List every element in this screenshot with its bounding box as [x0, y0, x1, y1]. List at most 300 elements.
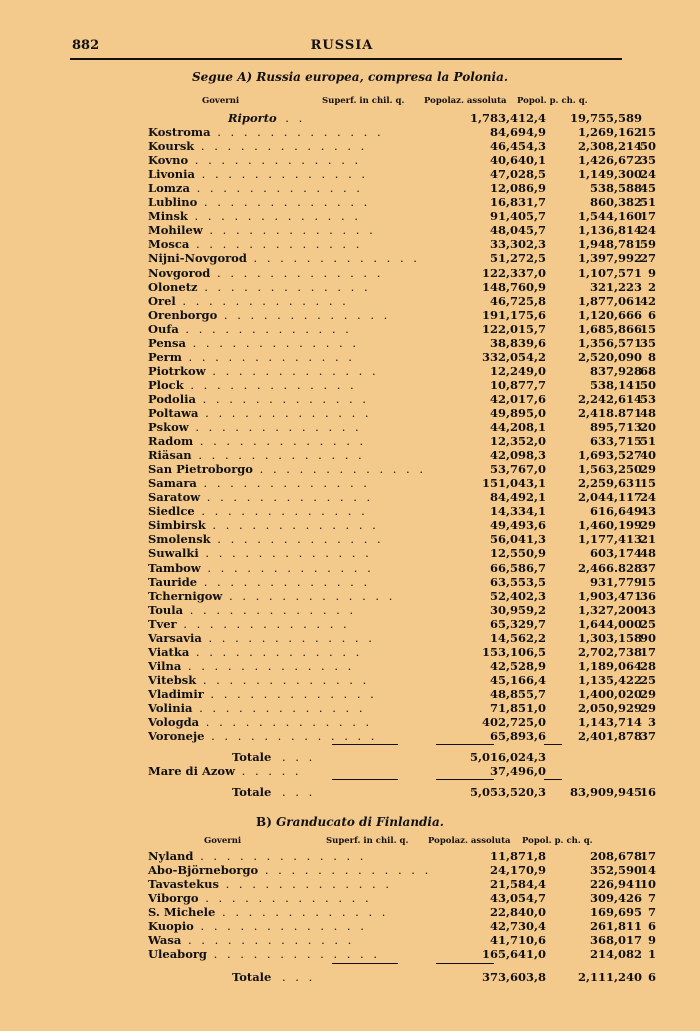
table-row — [148, 307, 656, 322]
table-row — [148, 363, 656, 378]
b-totale-leader: . . . — [282, 970, 316, 984]
popolazione-cell: 1,877,061 — [577, 293, 642, 308]
governo-name: Tambow . . . . . . . . . . . . . — [148, 560, 374, 575]
popolazione-cell: 2,259,631 — [577, 476, 642, 491]
table-row — [148, 167, 656, 182]
densita-cell: 35 — [639, 153, 656, 168]
densita-cell: 90 — [639, 630, 656, 645]
densita-cell: 43 — [639, 504, 656, 519]
table-row — [148, 518, 656, 533]
densita-cell: 27 — [639, 251, 656, 266]
densita-cell: 15 — [639, 574, 656, 589]
table-row — [148, 532, 656, 547]
table-row — [148, 630, 656, 645]
popolazione-cell: 603,174 — [589, 546, 642, 561]
governo-name: Pensa . . . . . . . . . . . . . — [148, 335, 359, 350]
popolazione-cell: 1,143,714 — [577, 715, 642, 730]
section-b-heading: Granducato di Finlandia. — [276, 815, 444, 829]
popolazione-cell: 368,017 — [589, 933, 642, 948]
superficie-cell: 12,249,0 — [489, 363, 546, 378]
superficie-cell: 151,043,1 — [481, 476, 546, 491]
col-header-superficie-b: Superf. in chil. q. — [326, 836, 409, 846]
popolazione-cell: 1,135,422 — [577, 672, 642, 687]
governo-name: Tavastekus . . . . . . . . . . . . . — [148, 877, 392, 892]
densita-cell: 7 — [647, 891, 656, 906]
col-header-popolazione: Popolaz. assoluta — [424, 96, 507, 106]
mare-azow-row — [148, 764, 598, 778]
superficie-cell: 51,272,5 — [489, 251, 546, 266]
superficie-cell: 38,839,6 — [489, 335, 546, 350]
superficie-cell: 30,959,2 — [489, 602, 546, 617]
superficie-cell: 47,028,5 — [489, 167, 546, 182]
popolazione-cell: 2,702,738 — [577, 644, 642, 659]
table-row — [148, 729, 656, 744]
superficie-cell: 12,352,0 — [489, 434, 546, 449]
table-row — [148, 700, 656, 715]
densita-cell: 6 — [647, 307, 656, 322]
governo-name: Viborgo . . . . . . . . . . . . . — [148, 891, 372, 906]
popolazione-cell: 169,695 — [589, 905, 642, 920]
governo-name: Tauride . . . . . . . . . . . . . — [148, 574, 371, 589]
densita-cell: 6 — [647, 919, 656, 934]
mare-azow-label: Mare di Azow . . . . . — [148, 764, 302, 779]
riporto-superficie: 1,783,412,4 — [469, 111, 546, 125]
grand-total-densita: 16 — [639, 785, 656, 799]
popolazione-cell: 1,327,200 — [577, 602, 642, 617]
densita-cell: 40 — [639, 448, 656, 463]
governo-name: Novgorod . . . . . . . . . . . . . — [148, 265, 384, 280]
popolazione-cell: 1,903,471 — [577, 588, 642, 603]
popolazione-cell: 1,948,781 — [577, 237, 642, 252]
superficie-cell: 33,302,3 — [489, 237, 546, 252]
table-row — [148, 658, 656, 673]
riporto-label: Riporto — [228, 111, 277, 125]
popolazione-cell: 1,563,250 — [577, 462, 642, 477]
col-header-governi: Governi — [202, 96, 240, 106]
superficie-cell: 148,760,9 — [481, 279, 546, 294]
popolazione-cell: 1,693,527 — [577, 448, 642, 463]
densita-cell: 48 — [639, 405, 656, 420]
section-a-label: Segue A) — [191, 70, 253, 84]
governo-name: Lomza . . . . . . . . . . . . . — [148, 181, 363, 196]
densita-cell: 24 — [639, 167, 656, 182]
densita-cell: 14 — [639, 863, 656, 878]
superficie-cell: 66,586,7 — [489, 560, 546, 575]
header-rule — [70, 58, 622, 60]
superficie-cell: 42,017,6 — [489, 391, 546, 406]
governo-name: Suwalki . . . . . . . . . . . . . — [148, 546, 372, 561]
superficie-cell: 49,493,6 — [489, 518, 546, 533]
grand-total-superficie: 5,053,520,3 — [469, 785, 546, 799]
table-row — [148, 434, 656, 449]
table-row — [148, 905, 656, 920]
riporto-leader: . . . — [272, 111, 306, 125]
superficie-cell: 48,045,7 — [489, 223, 546, 238]
table-row — [148, 490, 656, 505]
b-totale-popolazione: 2,111,240 — [577, 970, 642, 984]
superficie-cell: 122,337,0 — [481, 265, 546, 280]
superficie-cell: 71,851,0 — [489, 700, 546, 715]
densita-cell: 42 — [639, 293, 656, 308]
superficie-cell: 16,831,7 — [489, 195, 546, 210]
densita-cell: 43 — [639, 602, 656, 617]
popolazione-cell: 616,649 — [589, 504, 642, 519]
popolazione-cell: 1,177,413 — [577, 532, 642, 547]
densita-cell: 45 — [639, 181, 656, 196]
riporto-popolazione: 19,755,589 — [569, 111, 642, 125]
densita-cell: 3 — [647, 715, 656, 730]
superficie-cell: 46,454,3 — [489, 139, 546, 154]
governo-name: Koursk . . . . . . . . . . . . . — [148, 139, 368, 154]
table-row — [148, 405, 656, 420]
popolazione-cell: 214,082 — [589, 947, 642, 962]
governo-name: Tver . . . . . . . . . . . . . — [148, 616, 350, 631]
densita-cell: 29 — [639, 462, 656, 477]
table-row — [148, 223, 656, 238]
superficie-cell: 12,550,9 — [489, 546, 546, 561]
popolazione-cell: 860,382 — [589, 195, 642, 210]
superficie-cell: 56,041,3 — [489, 532, 546, 547]
table-row — [148, 546, 656, 561]
grand-total-rule-densita — [544, 779, 562, 780]
popolazione-cell: 352,590 — [589, 863, 642, 878]
table-row — [148, 420, 656, 435]
superficie-cell: 42,730,4 — [489, 919, 546, 934]
superficie-cell: 332,054,2 — [481, 349, 546, 364]
densita-cell: 25 — [639, 672, 656, 687]
grand-total-leader: . . . — [282, 785, 316, 799]
popolazione-cell: 1,397,992 — [577, 251, 642, 266]
table-row — [148, 265, 656, 280]
table-row — [148, 644, 656, 659]
section-b-totals — [148, 970, 656, 984]
superficie-cell: 153,106,5 — [481, 644, 546, 659]
densita-cell: 68 — [639, 363, 656, 378]
superficie-cell: 43,054,7 — [489, 891, 546, 906]
popolazione-cell: 2,044,117 — [577, 490, 642, 505]
popolazione-cell: 2,418.871 — [577, 405, 642, 420]
densita-cell: 37 — [639, 729, 656, 744]
col-header-governi-b: Governi — [204, 836, 242, 846]
table-row — [148, 933, 656, 948]
superficie-cell: 65,893,6 — [489, 729, 546, 744]
governo-name: Mosca . . . . . . . . . . . . . — [148, 237, 363, 252]
governo-name: Uleaborg . . . . . . . . . . . . . — [148, 947, 381, 962]
governo-name: Siedlce . . . . . . . . . . . . . — [148, 504, 368, 519]
section-a-totals — [148, 750, 598, 778]
popolazione-cell: 1,356,571 — [577, 335, 642, 350]
popolazione-cell: 1,136,814 — [577, 223, 642, 238]
governo-name: Abo-Björneborgo . . . . . . . . . . . . . — [148, 863, 432, 878]
densita-cell: 20 — [639, 420, 656, 435]
governo-name: San Pietroborgo . . . . . . . . . . . . . — [148, 462, 427, 477]
table-finlandia — [148, 849, 656, 962]
table-row — [148, 588, 656, 603]
densita-cell: 15 — [639, 476, 656, 491]
table-row — [148, 863, 656, 878]
superficie-cell: 22,840,0 — [489, 905, 546, 920]
popolazione-cell: 1,400,020 — [577, 686, 642, 701]
densita-cell: 36 — [639, 588, 656, 603]
table-row — [148, 181, 656, 196]
superficie-cell: 46,725,8 — [489, 293, 546, 308]
superficie-cell: 14,334,1 — [489, 504, 546, 519]
governo-name: Vilna . . . . . . . . . . . . . — [148, 658, 355, 673]
governo-name: Lublino . . . . . . . . . . . . . — [148, 195, 371, 210]
governo-name: Nijni-Novgorod . . . . . . . . . . . . . — [148, 251, 420, 266]
superficie-cell: 41,710,6 — [489, 933, 546, 948]
popolazione-cell: 321,223 — [589, 279, 642, 294]
governo-name: Kostroma . . . . . . . . . . . . . — [148, 125, 384, 140]
densita-cell: 8 — [647, 349, 656, 364]
governo-name: Kovno . . . . . . . . . . . . . — [148, 153, 362, 168]
governo-name: Poltawa . . . . . . . . . . . . . — [148, 405, 372, 420]
table-row — [148, 335, 656, 350]
popolazione-cell: 208,678 — [589, 849, 642, 863]
governo-name: Olonetz . . . . . . . . . . . . . — [148, 279, 371, 294]
superficie-cell: 45,166,4 — [489, 672, 546, 687]
table-russia-europea — [148, 111, 656, 744]
section-b-title — [0, 815, 700, 829]
densita-cell: 50 — [639, 377, 656, 392]
section-a-title — [0, 70, 700, 84]
popolazione-cell: 2,308,214 — [577, 139, 642, 154]
governo-name: Smolensk . . . . . . . . . . . . . — [148, 532, 384, 547]
governo-name: Plock . . . . . . . . . . . . . — [148, 377, 357, 392]
governo-name: Orel . . . . . . . . . . . . . — [148, 293, 349, 308]
col-header-popolazione-b: Popolaz. assoluta — [428, 836, 511, 846]
popolazione-cell: 1,426,672 — [577, 153, 642, 168]
table-row — [148, 602, 656, 617]
page-header — [72, 38, 612, 62]
table-row — [148, 195, 656, 210]
densita-cell: 9 — [647, 933, 656, 948]
superficie-cell: 52,402,3 — [489, 588, 546, 603]
superficie-cell: 10,877,7 — [489, 377, 546, 392]
riporto-row — [148, 111, 642, 125]
table-row — [148, 891, 656, 906]
table-row — [148, 616, 656, 631]
governo-name: Toula . . . . . . . . . . . . . — [148, 602, 357, 617]
densita-cell: 29 — [639, 686, 656, 701]
popolazione-cell: 895,713 — [589, 420, 642, 435]
superficie-cell: 24,170,9 — [489, 863, 546, 878]
table-row — [148, 139, 656, 154]
table-row — [148, 476, 656, 491]
table-row — [148, 919, 656, 934]
superficie-cell: 191,175,6 — [481, 307, 546, 322]
table-row — [148, 947, 656, 962]
densita-cell: 10 — [639, 877, 656, 892]
popolazione-cell: 931,779 — [589, 574, 642, 589]
superficie-cell: 122,015,7 — [481, 321, 546, 336]
densita-cell: 9 — [647, 265, 656, 280]
popolazione-cell: 1,644,000 — [577, 616, 642, 631]
table-row — [148, 849, 656, 863]
superficie-cell: 11,871,8 — [489, 849, 546, 863]
governo-name: Vitebsk . . . . . . . . . . . . . — [148, 672, 370, 687]
densita-cell: 59 — [639, 237, 656, 252]
superficie-cell: 21,584,4 — [489, 877, 546, 892]
superficie-cell: 49,895,0 — [489, 405, 546, 420]
governo-name: Viatka . . . . . . . . . . . . . — [148, 644, 363, 659]
mare-azow-superficie: 37,496,0 — [489, 764, 546, 779]
popolazione-cell: 1,685,866 — [577, 321, 642, 336]
total-rule-superficie — [332, 744, 398, 745]
col-header-superficie: Superf. in chil. q. — [322, 96, 405, 106]
densita-cell: 51 — [639, 195, 656, 210]
b-totale-row — [148, 970, 656, 984]
governo-name: Saratow . . . . . . . . . . . . . — [148, 490, 374, 505]
governo-name: Mohilew . . . . . . . . . . . . . — [148, 223, 376, 238]
popolazione-cell: 1,460,199 — [577, 518, 642, 533]
grand-total-rule-popolazione — [436, 779, 494, 780]
b-totale-densita: 6 — [647, 970, 656, 984]
b-totale-superficie: 373,603,8 — [481, 970, 546, 984]
popolazione-cell: 633,715 — [589, 434, 642, 449]
table-row — [148, 686, 656, 701]
popolazione-cell: 2,242,614 — [577, 391, 642, 406]
grand-total-row — [148, 785, 656, 799]
totale-row — [148, 750, 598, 764]
governo-name: Vladimir . . . . . . . . . . . . . — [148, 686, 377, 701]
governo-name: Volinia . . . . . . . . . . . . . — [148, 700, 366, 715]
densita-cell: 25 — [639, 616, 656, 631]
table-row — [148, 279, 656, 294]
section-a-heading: Russia europea, compresa la Polonia. — [256, 70, 509, 84]
total-rule-densita — [544, 744, 562, 745]
densita-cell: 24 — [639, 223, 656, 238]
governo-name: Piotrkow . . . . . . . . . . . . . — [148, 363, 379, 378]
densita-cell: 37 — [639, 560, 656, 575]
popolazione-cell: 837,928 — [589, 363, 642, 378]
table-row — [148, 574, 656, 589]
densita-cell: 51 — [639, 434, 656, 449]
governo-name: Radom . . . . . . . . . . . . . — [148, 434, 367, 449]
densita-cell: 29 — [639, 518, 656, 533]
densita-cell: 17 — [639, 849, 656, 863]
b-total-rule-popolazione — [436, 963, 494, 964]
superficie-cell: 402,725,0 — [481, 715, 546, 730]
popolazione-cell: 2,401,878 — [577, 729, 642, 744]
governo-name: Livonia . . . . . . . . . . . . . — [148, 167, 369, 182]
densita-cell: 21 — [639, 532, 656, 547]
governo-name: Oufa . . . . . . . . . . . . . — [148, 321, 352, 336]
totale-label: Totale — [232, 750, 272, 764]
superficie-cell: 40,640,1 — [489, 153, 546, 168]
superficie-cell: 12,086,9 — [489, 181, 546, 196]
table-row — [148, 462, 656, 477]
governo-name: Kuopio . . . . . . . . . . . . . — [148, 919, 367, 934]
superficie-cell: 91,405,7 — [489, 209, 546, 224]
governo-name: Vologda . . . . . . . . . . . . . — [148, 715, 373, 730]
superficie-cell: 53,767,0 — [489, 462, 546, 477]
table-row — [148, 715, 656, 730]
table-row — [148, 448, 656, 463]
densita-cell: 53 — [639, 391, 656, 406]
total-rule-popolazione — [436, 744, 494, 745]
densita-cell: 48 — [639, 546, 656, 561]
densita-cell: 29 — [639, 700, 656, 715]
popolazione-cell: 538,141 — [589, 377, 642, 392]
section-b-label: B) — [256, 815, 272, 829]
table-row — [148, 672, 656, 687]
densita-cell: 24 — [639, 490, 656, 505]
superficie-cell: 48,855,7 — [489, 686, 546, 701]
superficie-cell: 44,208,1 — [489, 420, 546, 435]
popolazione-cell: 1,269,162 — [577, 125, 642, 140]
popolazione-cell: 1,107,571 — [577, 265, 642, 280]
superficie-cell: 63,553,5 — [489, 574, 546, 589]
page-number: 882 — [72, 38, 100, 53]
grand-total-popolazione: 83,909,945 — [569, 785, 642, 799]
governo-name: Orenborgo . . . . . . . . . . . . . — [148, 307, 391, 322]
totale-superficie: 5,016,024,3 — [469, 750, 546, 764]
superficie-cell: 84,694,9 — [489, 125, 546, 140]
governo-name: S. Michele . . . . . . . . . . . . . — [148, 905, 389, 920]
governo-name: Simbirsk . . . . . . . . . . . . . — [148, 518, 379, 533]
superficie-cell: 165,641,0 — [481, 947, 546, 962]
governo-name: Samara . . . . . . . . . . . . . — [148, 476, 370, 491]
popolazione-cell: 2,466.828 — [577, 560, 642, 575]
col-header-densita: Popol. p. ch. q. — [517, 96, 588, 106]
popolazione-cell: 1,544,160 — [577, 209, 642, 224]
popolazione-cell: 1,120,666 — [577, 307, 642, 322]
popolazione-cell: 1,303,158 — [577, 630, 642, 645]
densita-cell: 2 — [647, 279, 656, 294]
table-row — [148, 237, 656, 252]
table-row — [148, 560, 656, 575]
col-header-densita-b: Popol. p. ch. q. — [522, 836, 593, 846]
governo-name: Riäsan . . . . . . . . . . . . . — [148, 448, 365, 463]
grand-total-rule-superficie — [332, 779, 398, 780]
totale-leader: . . . — [282, 750, 316, 764]
section-a-grand-total — [148, 785, 656, 799]
governo-name: Perm . . . . . . . . . . . . . — [148, 349, 355, 364]
densita-cell: 35 — [639, 335, 656, 350]
densita-cell: 17 — [639, 209, 656, 224]
grand-total-label: Totale — [232, 785, 272, 799]
governo-name: Tchernigow . . . . . . . . . . . . . — [148, 588, 396, 603]
popolazione-cell: 2,050,929 — [577, 700, 642, 715]
superficie-cell: 65,329,7 — [489, 616, 546, 631]
popolazione-cell: 538,588 — [589, 181, 642, 196]
densita-cell: 15 — [639, 321, 656, 336]
densita-cell: 15 — [639, 125, 656, 140]
table-row — [148, 125, 656, 140]
governo-name: Minsk . . . . . . . . . . . . . — [148, 209, 361, 224]
governo-name: Voroneje . . . . . . . . . . . . . — [148, 729, 378, 744]
popolazione-cell: 261,811 — [589, 919, 642, 934]
table-row — [148, 293, 656, 308]
table-row — [148, 391, 656, 406]
superficie-cell: 84,492,1 — [489, 490, 546, 505]
table-row — [148, 377, 656, 392]
densita-cell: 1 — [647, 947, 656, 962]
table-row — [148, 153, 656, 168]
table-row — [148, 251, 656, 266]
superficie-cell: 42,528,9 — [489, 658, 546, 673]
popolazione-cell: 1,149,300 — [577, 167, 642, 182]
governo-name: Pskow . . . . . . . . . . . . . — [148, 420, 362, 435]
governo-name: Nyland . . . . . . . . . . . . . — [148, 849, 367, 863]
table-row — [148, 209, 656, 224]
table-row — [148, 349, 656, 364]
popolazione-cell: 309,426 — [589, 891, 642, 906]
densita-cell: 17 — [639, 644, 656, 659]
table-row — [148, 504, 656, 519]
governo-name: Wasa . . . . . . . . . . . . . — [148, 933, 355, 948]
